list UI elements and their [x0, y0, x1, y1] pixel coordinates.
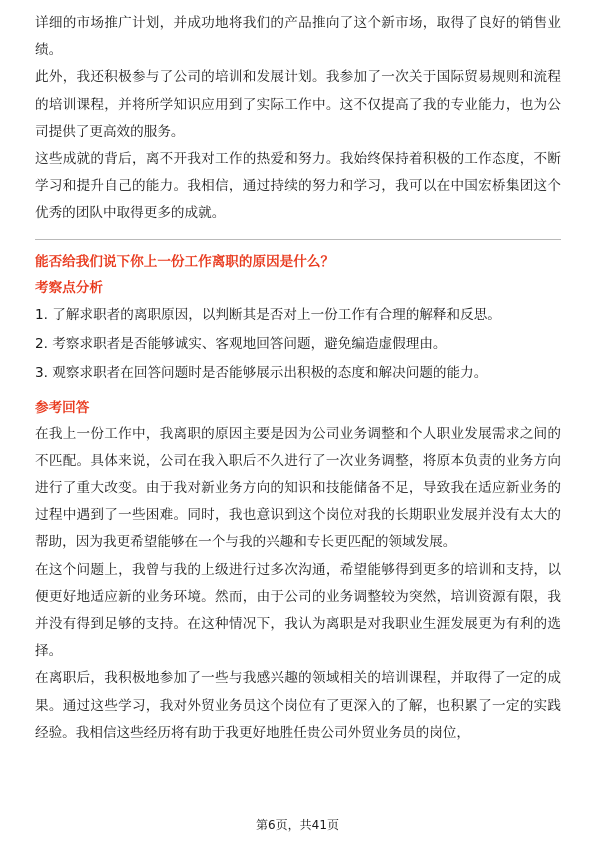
- answer-paragraph: 在这个问题上，我曾与我的上级进行过多次沟通，希望能够得到更多的培训和支持，以便更好地适应新的业务环境。然而，由于公司的业务调整较为突然，培训资源有限，我并没有得到足够的支持。在这种情况下，我认为离职是对我职业生涯发展更为有利的选择。: [35, 561, 561, 660]
- page-number-footer: 第6页，共41页: [256, 818, 339, 832]
- analysis-item: 2. 考察求职者是否能够诚实、客观地回答问题，避免编造虚假理由。: [35, 335, 447, 352]
- analysis-item: 3. 观察求职者在回答问题时是否能够展示出积极的态度和解决问题的能力。: [35, 364, 488, 381]
- answer-paragraph: 在离职后，我积极地参加了一些与我感兴趣的领域相关的培训课程，并取得了一定的成果。通过这些学习，我对外贸业务员这个岗位有了更深入的了解，也积累了一定的实践经验。我相信这些经历将有助于我更好地胜任贵公司外贸业务员的岗位，: [35, 670, 561, 741]
- spacer: [35, 388, 561, 395]
- answer-paragraph: 在我上一份工作中，我离职的原因主要是因为公司业务调整和个人职业发展需求之间的不匹配。具体来说，公司在我入职后不久进行了一次业务调整，将原本负责的业务方向进行了重大改变。由于我对新业务方向的知识和技能储备不足，导致我在适应新业务的过程中遇到了一些困难。同时，我也意识到这个岗位对我的长期职业发展并没有太大的帮助，因为我更希望能够在一个与我的兴趣和专长更匹配的领域发展。: [35, 425, 561, 551]
- body-paragraph: 此外，我还积极参与了公司的培训和发展计划。我参加了一次关于国际贸易规则和流程的培训课程，并将所学知识应用到了实际工作中。这不仅提高了我的专业能力，也为公司提供了更高效的服务。: [35, 69, 561, 140]
- analysis-title: 考察点分析: [35, 279, 103, 296]
- section-divider: [35, 239, 561, 240]
- analysis-item: 1. 了解求职者的离职原因，以判断其是否对上一份工作有合理的解释和反思。: [35, 306, 501, 323]
- body-paragraph: 详细的市场推广计划，并成功地将我们的产品推向了这个新市场，取得了良好的销售业绩。: [35, 15, 561, 59]
- answer-title: 参考回答: [35, 399, 90, 416]
- document-page: [35, 10, 561, 747]
- question-heading: 能否给我们说下你上一份工作离职的原因是什么？: [35, 253, 335, 270]
- body-paragraph: 这些成就的背后，离不开我对工作的热爱和努力。我始终保持着积极的工作态度，不断学习和提升自己的能力。我相信，通过持续的努力和学习，我可以在中国宏桥集团这个优秀的团队中取得更多的成就。: [35, 151, 561, 222]
